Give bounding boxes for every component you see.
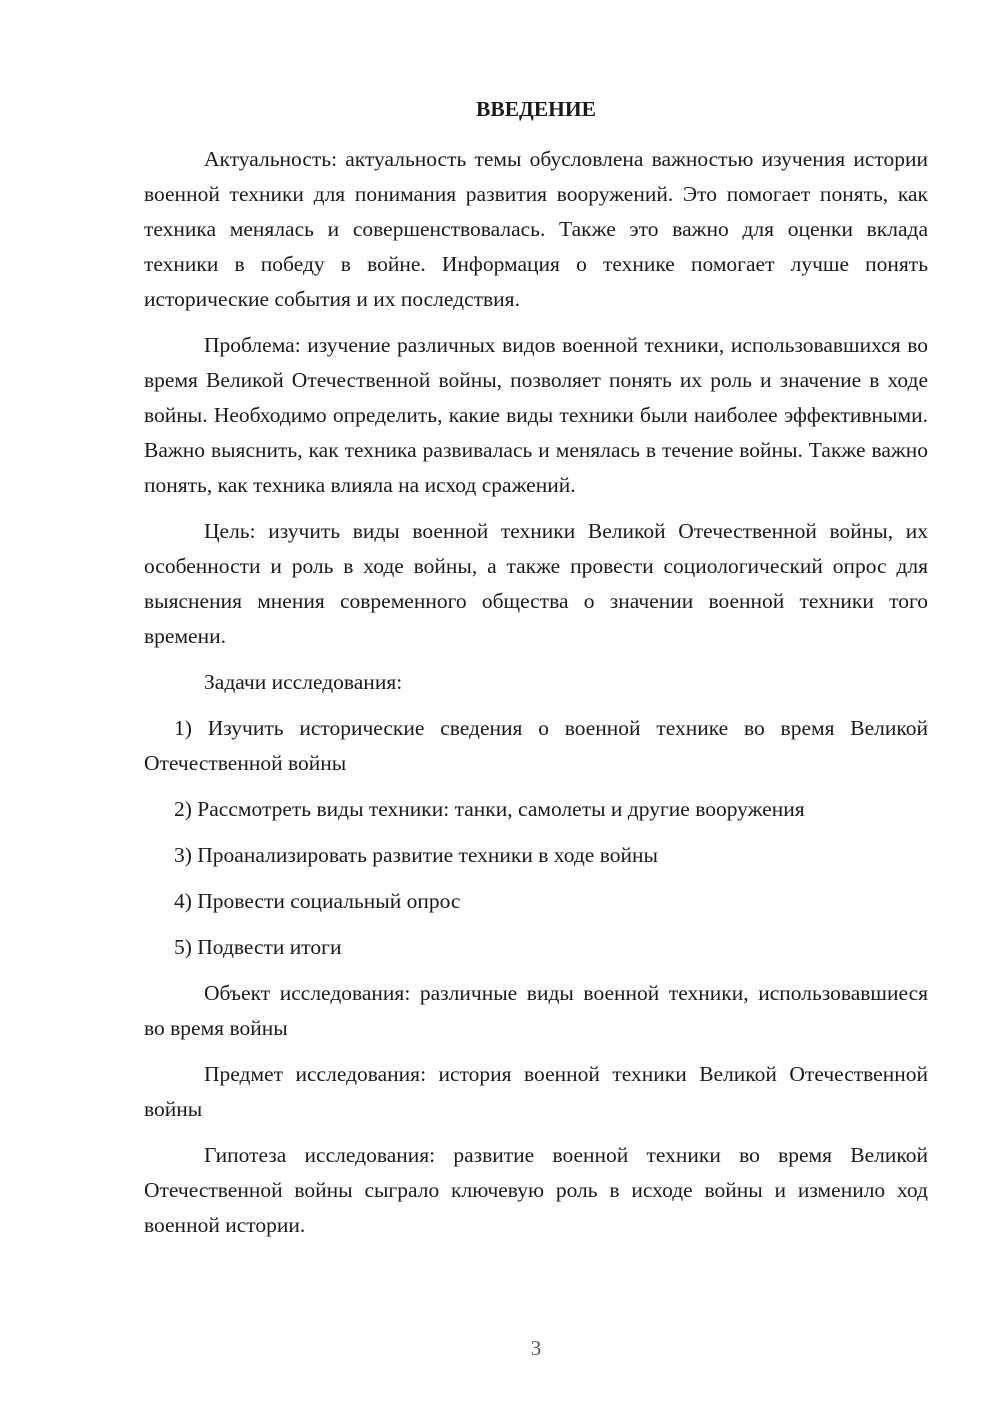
task-item-3: 3) Проанализировать развитие техники в ходе войны [174, 843, 658, 867]
object-paragraph: Объект исследования: различные виды военной техники, использовавшиеся во время войны [144, 981, 928, 1040]
page-content [144, 92, 928, 1254]
task-item-2: 2) Рассмотреть виды техники: танки, самолеты и другие вооружения [174, 797, 805, 821]
hypothesis-paragraph: Гипотеза исследования: развитие военной техники во время Великой Отечественной войны сыграло ключевую роль в исходе войны и изменило ход военной истории. [144, 1143, 928, 1237]
tasks-heading: Задачи исследования: [204, 670, 403, 694]
task-item-4: 4) Провести социальный опрос [174, 889, 461, 913]
problem-paragraph: Проблема: изучение различных видов военной техники, использовавшихся во время Великой Отечественной войны, позволяет понять их роль и значение в ходе войны. Необходимо определить, какие виды техники были наиболее эффективными. Важно выяснить, как техника развивалась и менялась в течение войны. Также важно понять, как техника влияла на исход сражений. [144, 333, 928, 497]
task-item-1: 1) Изучить исторические сведения о военной технике во время Великой Отечественной войны [144, 716, 928, 775]
goal-paragraph: Цель: изучить виды военной техники Великой Отечественной войны, их особенности и роль в ходе войны, а также провести социологический опрос для выяснения мнения современного общества о значении военной техники того времени. [144, 519, 928, 648]
page-number: 3 [530, 1336, 542, 1360]
task-item-5: 5) Подвести итоги [174, 935, 342, 959]
subject-paragraph: Предмет исследования: история военной техники Великой Отечественной войны [144, 1062, 928, 1121]
relevance-paragraph: Актуальность: актуальность темы обусловлена важностью изучения истории военной техники для понимания развития вооружений. Это помогает понять, как техника менялась и совершенствовалась. Также это важно для оценки вклада техники в победу в войне. Информация о технике помогает лучше понять исторические события и их последствия. [144, 147, 928, 311]
section-title: ВВЕДЕНИЕ [476, 97, 596, 121]
